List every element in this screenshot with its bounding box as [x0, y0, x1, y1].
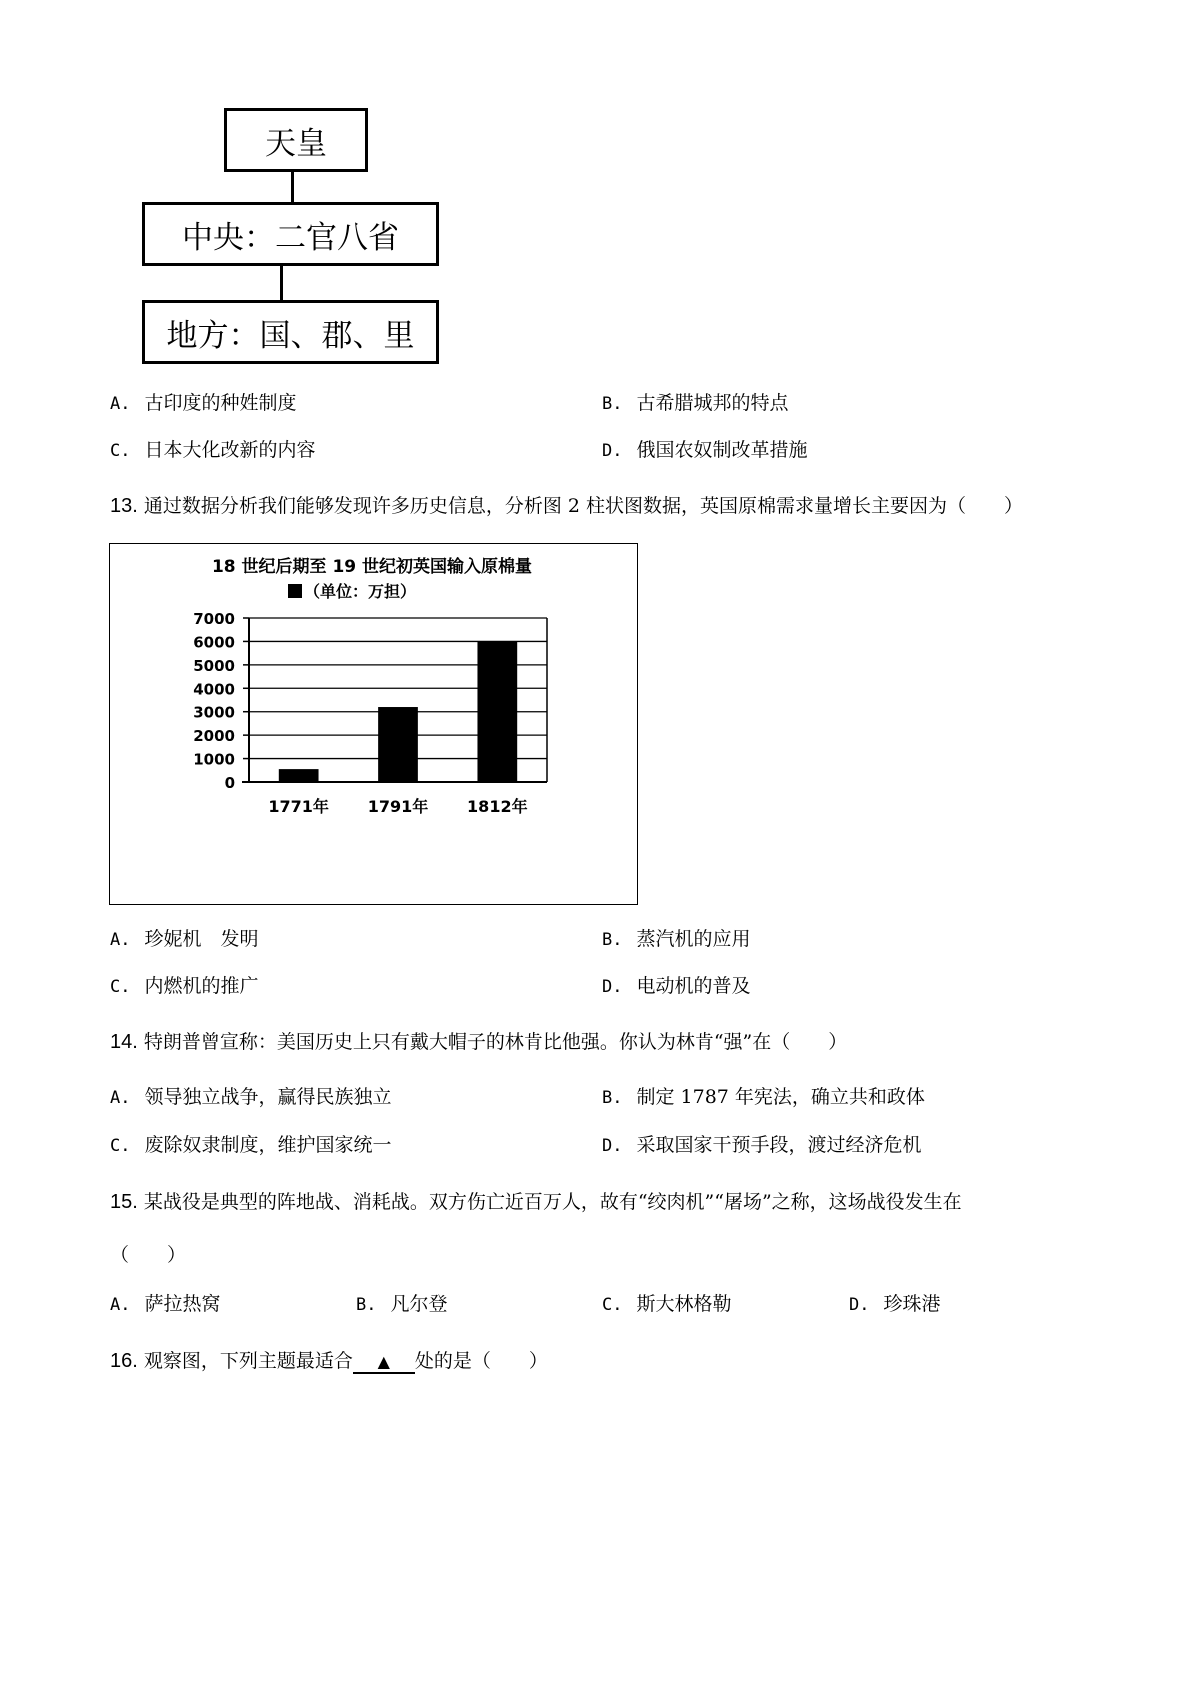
- option-letter: C.: [602, 1295, 623, 1315]
- y-tick-label: 7000: [193, 610, 235, 628]
- bar-chart: [110, 544, 637, 904]
- y-tick-label: 1000: [193, 750, 235, 769]
- q14-option-a: [110, 1082, 392, 1109]
- answer-paren: （ ）: [110, 1244, 187, 1266]
- y-tick-label: 0: [224, 774, 235, 792]
- q12-option-d: [602, 435, 808, 462]
- q12-option-b: [602, 388, 789, 415]
- diagram-connector: [280, 266, 283, 300]
- diagram-emperor-label: 天皇: [265, 125, 327, 162]
- bar-1771年: [279, 769, 319, 782]
- question-text: 通过数据分析我们能够发现许多历史信息，分析图 2 柱状图数据，英国原棉需求量增长主要因为（ ）: [143, 495, 1023, 517]
- q14-option-d: [602, 1130, 922, 1157]
- option-letter: A.: [110, 1295, 131, 1315]
- option-text: 日本大化改新的内容: [144, 439, 316, 461]
- q13-option-b: [602, 924, 751, 951]
- y-tick-label: 2000: [193, 727, 235, 746]
- chart-title: 18 世纪后期至 19 世纪初英国输入原棉量: [211, 557, 533, 577]
- option-text: 电动机的普及: [636, 975, 751, 997]
- option-letter: C.: [110, 977, 131, 997]
- bar-1791年: [378, 707, 418, 782]
- option-text: 俄国农奴制改革措施: [636, 439, 808, 461]
- question-text: 特朗普曾宣称：美国历史上只有戴大帽子的林肯比他强。你认为林肯“强”在（ ）: [143, 1031, 848, 1053]
- option-text: 领导独立战争，赢得民族独立: [144, 1086, 392, 1108]
- q12-option-a: [110, 388, 297, 415]
- diagram-box-local: [142, 300, 439, 364]
- q14-option-c: [110, 1130, 392, 1157]
- question-text-after: 处的是（ ）: [414, 1350, 548, 1372]
- option-text: 珍妮机 发明: [144, 928, 259, 950]
- question-number: 13.: [110, 495, 138, 517]
- x-category-label: 1791年: [367, 797, 429, 816]
- q15-option-c: [602, 1289, 732, 1316]
- diagram-box-central: [142, 202, 439, 266]
- y-tick-label: 5000: [193, 656, 235, 675]
- chart-frame: [109, 543, 638, 905]
- chart-legend: （单位：万担）: [304, 582, 417, 601]
- diagram-connector: [291, 172, 294, 202]
- option-letter: D.: [602, 977, 623, 997]
- option-letter: A.: [110, 930, 131, 950]
- option-letter: B.: [602, 1088, 623, 1108]
- q13-option-d: [602, 971, 751, 998]
- q13-option-a: [110, 924, 259, 951]
- x-category-label: 1771年: [268, 797, 329, 816]
- option-text: 制定 1787 年宪法，确立共和政体: [636, 1086, 925, 1108]
- question-number: 15.: [110, 1191, 138, 1213]
- y-tick-label: 3000: [193, 703, 235, 722]
- option-text: 凡尔登: [390, 1293, 448, 1315]
- q14-option-b: [602, 1082, 925, 1109]
- option-text: 废除奴隶制度，维护国家统一: [144, 1134, 392, 1156]
- option-letter: D.: [602, 441, 623, 461]
- q15-option-b: [356, 1289, 448, 1316]
- diagram-box-emperor: [224, 108, 368, 172]
- option-letter: B.: [356, 1295, 377, 1315]
- option-letter: C.: [110, 1136, 131, 1156]
- question-text-before: 观察图，下列主题最适合: [143, 1350, 353, 1372]
- legend-swatch: [288, 584, 302, 598]
- option-text: 萨拉热窝: [144, 1293, 221, 1315]
- diagram-local-label: 地方：国、郡、里: [166, 317, 415, 354]
- option-letter: A.: [110, 394, 131, 414]
- question-15-paren: [110, 1240, 186, 1267]
- option-text: 斯大林格勒: [636, 1293, 732, 1315]
- y-tick-label: 4000: [193, 680, 235, 699]
- question-number: 14.: [110, 1031, 138, 1053]
- blank-marker: ▲: [353, 1352, 415, 1374]
- option-letter: D.: [602, 1136, 623, 1156]
- q12-option-c: [110, 435, 316, 462]
- option-letter: B.: [602, 930, 623, 950]
- q13-option-c: [110, 971, 259, 998]
- question-text: 某战役是典型的阵地战、消耗战。双方伤亡近百万人，故有“绞肉机”“屠场”之称，这场战役发生在: [143, 1191, 962, 1213]
- option-letter: B.: [602, 394, 623, 414]
- option-text: 蒸汽机的应用: [636, 928, 751, 950]
- option-text: 内燃机的推广: [144, 975, 259, 997]
- question-15: [110, 1187, 962, 1214]
- option-text: 采取国家干预手段，渡过经济危机: [636, 1134, 922, 1156]
- option-text: 古希腊城邦的特点: [636, 392, 789, 414]
- bar-1812年: [477, 641, 517, 782]
- question-16: [110, 1346, 548, 1374]
- question-number: 16.: [110, 1350, 138, 1372]
- diagram-central-label: 中央：二官八省: [182, 219, 399, 256]
- option-text: 古印度的种姓制度: [144, 392, 297, 414]
- x-category-label: 1812年: [467, 797, 528, 816]
- y-tick-label: 6000: [193, 633, 235, 652]
- option-letter: A.: [110, 1088, 131, 1108]
- option-letter: D.: [849, 1295, 870, 1315]
- option-text: 珍珠港: [883, 1293, 941, 1315]
- option-letter: C.: [110, 441, 131, 461]
- question-14: [110, 1027, 847, 1054]
- q15-option-d: [849, 1289, 941, 1316]
- q15-option-a: [110, 1289, 221, 1316]
- question-13: [110, 491, 1023, 518]
